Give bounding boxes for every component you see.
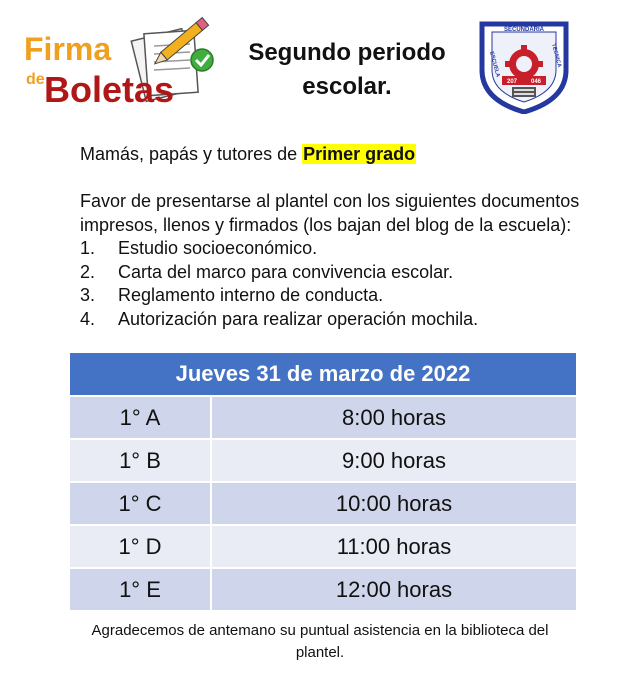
seal-left-text: ESCUELA (488, 50, 501, 78)
grade-highlight: Primer grado (303, 144, 416, 164)
title-line2: escolar. (302, 73, 392, 100)
documents-list (80, 237, 478, 331)
table-header-row (70, 353, 576, 396)
seal-top-text: SECUNDARIA (503, 27, 545, 33)
list-item (80, 261, 478, 285)
page-title (232, 36, 462, 104)
logo-line1: Firma (24, 31, 112, 67)
list-item-number: 1. (80, 238, 96, 258)
time-cell: 9:00 horas (211, 439, 576, 482)
list-item (80, 237, 478, 261)
schedule-date-header: Jueves 31 de marzo de 2022 (70, 353, 576, 396)
list-item-number: 3. (80, 285, 96, 305)
table-row (70, 525, 576, 568)
logo-line2: de (26, 71, 45, 88)
table-row (70, 396, 576, 439)
instructions-paragraph: Favor de presentarse al plantel con los siguientes documentos impresos, llenos y firmados (los bajan del blog de la escuela): (80, 191, 580, 235)
seal-right-text: TECNICA (550, 42, 563, 69)
seal-number-left: 207 (506, 79, 518, 85)
title-line1: Segundo periodo (248, 39, 446, 66)
list-item-number: 2. (80, 261, 96, 282)
intro-text: Mamás, papás y tutores de (80, 144, 303, 164)
list-item-text: Autorización para realizar operación mochila. (118, 308, 479, 329)
group-cell: 1° E (70, 568, 211, 610)
list-item-text: Carta del marco para convivencia escolar. (118, 261, 454, 282)
group-cell: 1° A (70, 396, 211, 439)
table-row (70, 568, 576, 610)
list-item-number: 4. (80, 308, 96, 329)
check-badge-icon (191, 49, 213, 71)
group-cell: 1° D (70, 525, 211, 568)
time-cell: 8:00 horas (211, 396, 576, 439)
firma-de-boletas-logo (20, 14, 220, 114)
schedule-table (70, 353, 576, 610)
list-item (80, 284, 478, 308)
hands-icon (512, 87, 536, 97)
school-seal-logo (478, 18, 570, 114)
list-item-text: Reglamento interno de conducta. (118, 285, 384, 305)
group-cell: 1° C (70, 482, 211, 525)
seal-number-right: 046 (530, 79, 542, 85)
list-item (80, 308, 478, 332)
time-cell: 11:00 horas (211, 525, 576, 568)
logo-line3: Boletas (44, 69, 175, 110)
time-cell: 12:00 horas (211, 568, 576, 610)
intro-line (80, 144, 416, 165)
time-cell: 10:00 horas (211, 482, 576, 525)
table-row (70, 439, 576, 482)
group-cell: 1° B (70, 439, 211, 482)
footer-note: Agradecemos de antemano su puntual asistencia en la biblioteca del plantel. (91, 622, 549, 661)
table-row (70, 482, 576, 525)
list-item-text: Estudio socioeconómico. (118, 238, 318, 258)
